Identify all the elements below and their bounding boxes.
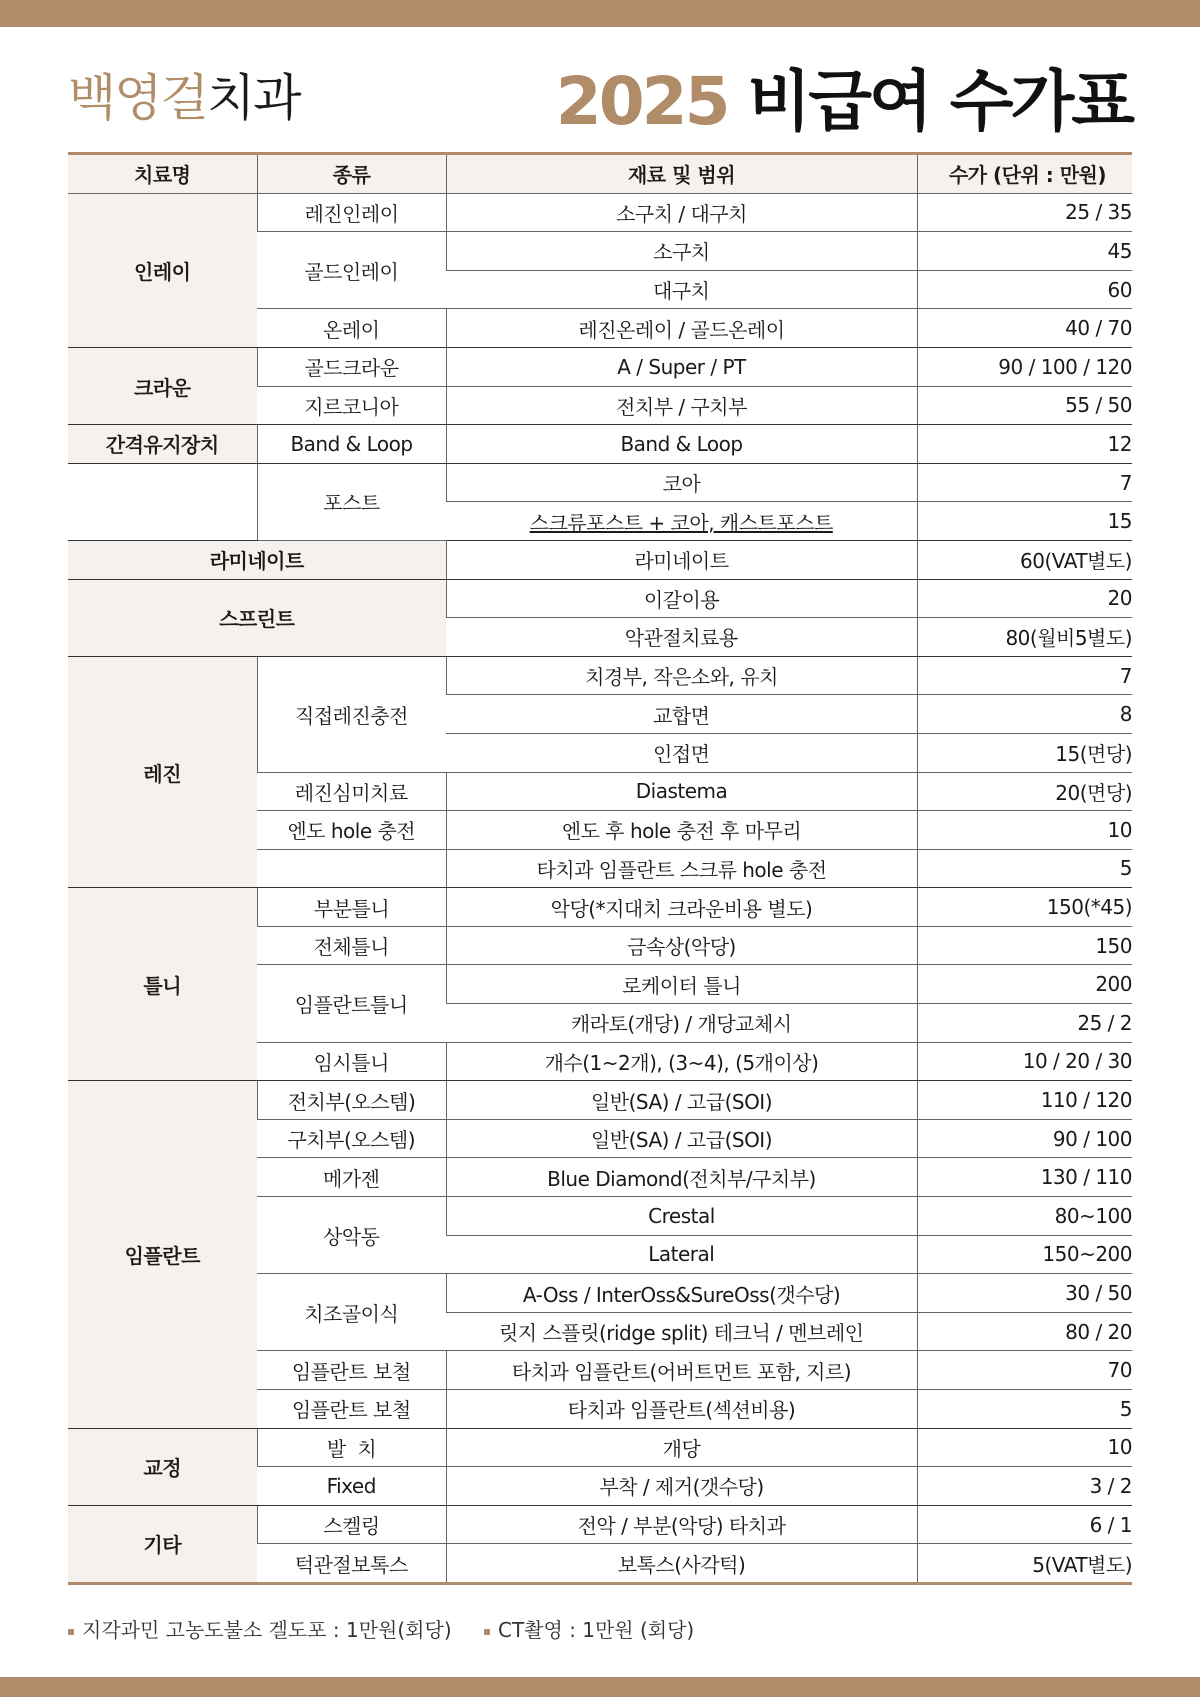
type-cell: 부분틀니 — [257, 888, 446, 927]
price-cell: 15(면당) — [917, 733, 1132, 772]
material-cell: 이갈이용 — [446, 579, 917, 618]
price-cell: 90 / 100 — [917, 1119, 1132, 1158]
clinic-name-brand: 백영걸 — [68, 69, 207, 127]
material-cell: A-Oss / InterOss&SureOss(갯수당) — [446, 1274, 917, 1313]
category-cell: 교정 — [68, 1428, 257, 1505]
material-cell: 레진온레이 / 골드온레이 — [446, 309, 917, 348]
price-cell: 150(*45) — [917, 888, 1132, 927]
column-header-treatment: 치료명 — [68, 154, 257, 194]
material-cell: 인접면 — [446, 733, 917, 772]
price-cell: 5 — [917, 849, 1132, 888]
type-cell: Fixed — [257, 1467, 446, 1506]
material-cell: Diastema — [446, 772, 917, 811]
category-cell: 간격유지장치 — [68, 425, 257, 464]
material-cell: 코아 — [446, 463, 917, 502]
category-cell: 틀니 — [68, 888, 257, 1081]
category-cell: 크라운 — [68, 347, 257, 424]
material-cell: 캐라토(개당) / 개당교체시 — [446, 1004, 917, 1043]
material-cell: 개당 — [446, 1428, 917, 1467]
table-row — [68, 347, 1132, 386]
material-cell: Lateral — [446, 1235, 917, 1274]
type-cell: 스켈링 — [257, 1505, 446, 1544]
price-cell: 10 — [917, 1428, 1132, 1467]
type-cell: 상악동 — [257, 1197, 446, 1274]
price-cell: 60(VAT별도) — [917, 540, 1132, 579]
price-cell: 80(월비5별도) — [917, 618, 1132, 657]
price-cell: 12 — [917, 425, 1132, 464]
material-cell: 치경부, 작은소와, 유치 — [446, 656, 917, 695]
table-row — [68, 656, 1132, 695]
material-cell: 전악 / 부분(악당) 타치과 — [446, 1505, 917, 1544]
column-header-material: 재료 및 범위 — [446, 154, 917, 194]
type-cell: 레진심미치료 — [257, 772, 446, 811]
type-cell: 골드인레이 — [257, 232, 446, 309]
type-cell: 레진인레이 — [257, 193, 446, 232]
material-cell: 금속상(악당) — [446, 926, 917, 965]
price-cell: 20 — [917, 579, 1132, 618]
footnote-2: CT촬영 : 1만원 (회당) — [497, 1618, 695, 1642]
table-row — [68, 1428, 1132, 1467]
material-cell: 일반(SA) / 고급(SOI) — [446, 1081, 917, 1120]
table-row — [68, 463, 1132, 502]
price-cell: 8 — [917, 695, 1132, 734]
material-cell: 타치과 임플란트(섹션비용) — [446, 1390, 917, 1429]
material-cell: 라미네이트 — [446, 540, 917, 579]
table-row — [68, 579, 1132, 618]
price-cell: 25 / 35 — [917, 193, 1132, 232]
material-cell: 타치과 임플란트(어버트먼트 포함, 지르) — [446, 1351, 917, 1390]
price-cell: 10 — [917, 811, 1132, 850]
category-cell: 라미네이트 — [68, 540, 446, 579]
price-cell: 150 — [917, 926, 1132, 965]
price-cell: 20(면당) — [917, 772, 1132, 811]
type-cell: 골드크라운 — [257, 347, 446, 386]
footnotes — [68, 1614, 694, 1643]
clinic-name-rest: 치과 — [206, 69, 300, 127]
category-cell: 스프린트 — [68, 579, 446, 656]
price-cell: 60 — [917, 270, 1132, 309]
type-cell: 치조골이식 — [257, 1274, 446, 1351]
clinic-name — [68, 58, 300, 130]
material-cell: 교합면 — [446, 695, 917, 734]
material-cell: 소구치 / 대구치 — [446, 193, 917, 232]
price-cell: 6 / 1 — [917, 1505, 1132, 1544]
price-cell: 25 / 2 — [917, 1004, 1132, 1043]
price-cell: 80 / 20 — [917, 1312, 1132, 1351]
price-cell: 40 / 70 — [917, 309, 1132, 348]
type-cell: 포스트 — [257, 463, 446, 540]
table-row — [68, 193, 1132, 232]
type-cell: Band & Loop — [257, 425, 446, 464]
price-cell: 150~200 — [917, 1235, 1132, 1274]
type-cell: 발 치 — [257, 1428, 446, 1467]
table-row — [68, 1505, 1132, 1544]
category-cell: 레진 — [68, 656, 257, 888]
category-cell: 인레이 — [68, 193, 257, 347]
price-cell: 200 — [917, 965, 1132, 1004]
type-cell: 메가젠 — [257, 1158, 446, 1197]
page-title — [556, 48, 1132, 143]
material-cell: A / Super / PT — [446, 347, 917, 386]
material-cell: 보톡스(사각턱) — [446, 1544, 917, 1584]
material-cell: 악당(*지대치 크라운비용 별도) — [446, 888, 917, 927]
type-cell: 임플란트틀니 — [257, 965, 446, 1042]
price-cell: 55 / 50 — [917, 386, 1132, 425]
table-row — [68, 888, 1132, 927]
type-cell — [257, 849, 446, 888]
material-cell: 일반(SA) / 고급(SOI) — [446, 1119, 917, 1158]
type-cell: 구치부(오스템) — [257, 1119, 446, 1158]
material-cell: 소구치 — [446, 232, 917, 271]
type-cell: 턱관절보톡스 — [294, 1552, 408, 1577]
table-row — [68, 1081, 1132, 1120]
type-cell: 임시틀니 — [257, 1042, 446, 1081]
type-cell: 전치부(오스템) — [257, 1081, 446, 1120]
price-cell: 45 — [917, 232, 1132, 271]
price-cell: 80~100 — [917, 1197, 1132, 1236]
material-text: 스크류포스트 + 코아, 캐스트포스트 — [529, 510, 833, 535]
type-cell: 엔도 hole 충전 — [257, 811, 446, 850]
price-cell: 110 / 120 — [917, 1081, 1132, 1120]
material-cell — [446, 502, 917, 541]
bottom-accent-bar — [0, 1677, 1200, 1697]
material-cell: Crestal — [446, 1197, 917, 1236]
price-cell: 7 — [917, 463, 1132, 502]
type-cell: 온레이 — [257, 309, 446, 348]
material-cell: 전치부 / 구치부 — [446, 386, 917, 425]
price-cell: 5 — [917, 1390, 1132, 1429]
type-cell: 지르코니아 — [257, 386, 446, 425]
price-cell: 7 — [917, 656, 1132, 695]
type-cell: 전체틀니 — [257, 926, 446, 965]
price-cell: 90 / 100 / 120 — [917, 347, 1132, 386]
footnote-1: 지각과민 고농도불소 겔도포 : 1만원(회당) — [82, 1618, 452, 1642]
material-cell: 엔도 후 hole 충전 후 마무리 — [446, 811, 917, 850]
material-cell: 대구치 — [446, 270, 917, 309]
price-cell: 15 — [917, 502, 1132, 541]
bullet-square-icon — [484, 1629, 490, 1635]
table-row — [68, 540, 1132, 579]
column-header-price: 수가 (단위 : 만원) — [917, 154, 1132, 194]
title-year: 2025 — [555, 63, 728, 140]
material-cell: 로케이터 틀니 — [446, 965, 917, 1004]
material-cell: 개수(1~2개), (3~4), (5개이상) — [446, 1042, 917, 1081]
type-cell: 직접레진충전 — [257, 656, 446, 772]
material-cell: 악관절치료용 — [446, 618, 917, 657]
material-cell: 부착 / 제거(갯수당) — [446, 1467, 917, 1506]
table-row — [68, 425, 1132, 464]
type-cell: 임플란트 보철 — [257, 1390, 446, 1429]
bullet-square-icon — [68, 1629, 74, 1635]
top-accent-bar — [0, 0, 1200, 27]
price-cell: 130 / 110 — [917, 1158, 1132, 1197]
price-cell: 70 — [917, 1351, 1132, 1390]
price-cell: 5(VAT별도) — [917, 1544, 1132, 1584]
material-cell: 타치과 임플란트 스크류 hole 충전 — [446, 849, 917, 888]
material-cell: Band & Loop — [446, 425, 917, 464]
category-cell: 임플란트 — [68, 1081, 257, 1428]
table-header-row — [68, 154, 1132, 194]
type-cell: 임플란트 보철 — [257, 1351, 446, 1390]
price-cell: 3 / 2 — [917, 1467, 1132, 1506]
material-cell: Blue Diamond(전치부/구치부) — [446, 1158, 917, 1197]
category-cell: 기타 — [68, 1505, 257, 1583]
column-header-type: 종류 — [257, 154, 446, 194]
price-cell: 30 / 50 — [917, 1274, 1132, 1313]
title-text: 비급여 수가표 — [727, 63, 1132, 140]
category-cell — [68, 463, 257, 540]
price-cell: 10 / 20 / 30 — [917, 1042, 1132, 1081]
material-cell: 릿지 스플릿(ridge split) 테크닉 / 멘브레인 — [446, 1312, 917, 1351]
fee-table — [68, 152, 1132, 1585]
